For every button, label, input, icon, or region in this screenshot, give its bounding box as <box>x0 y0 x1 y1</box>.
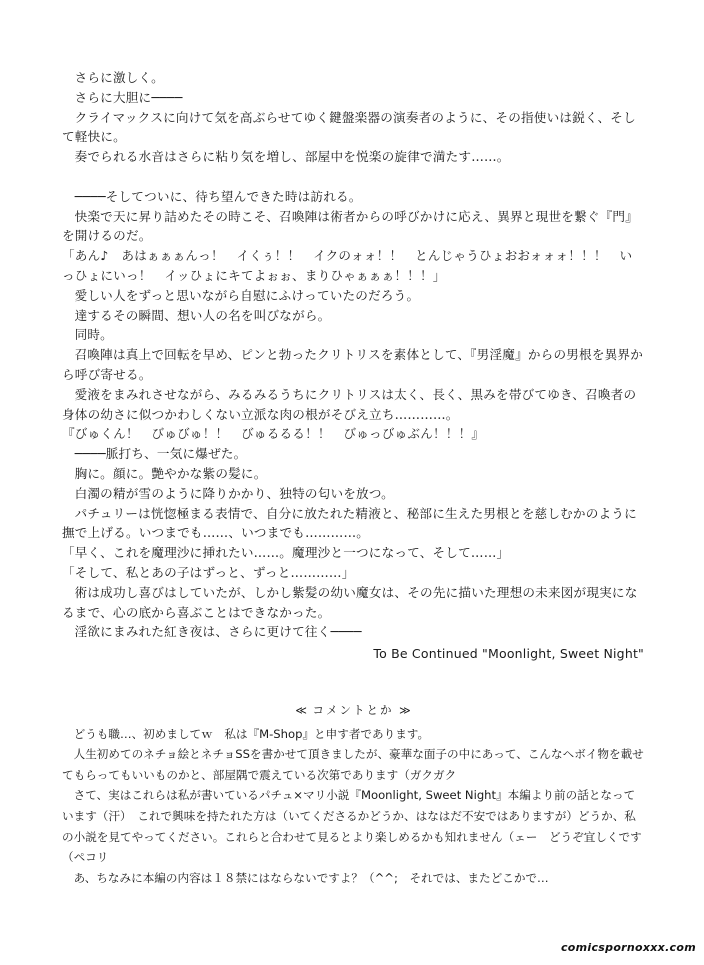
story-paragraph: 達するその瞬間、想い人の名を叫びながら。 <box>74 307 331 323</box>
story-paragraph: クライマックスに向けて気を高ぶらせてゆく鍵盤楽器の演奏者のように、その指使いは鋭く、そして軽快に。 <box>62 109 636 145</box>
ornament-right-icon: ≫ <box>399 704 411 717</box>
ornament-left-icon: ≪ <box>295 704 307 717</box>
comment-paragraph: 人生初めてのネチョ絵とネチョSSを書かせて頂きましたが、豪華な面子の中にあって、こんなヘボイ物を載せてもらってもいいものかと、部屋隅で震えている次第であります（ガクガク <box>62 747 644 782</box>
paragraph-gap <box>62 167 644 187</box>
comment-paragraph: どうも職…、初めましてｗ 私は『M-Shop』と申す者であります。 <box>73 726 430 741</box>
story-dialog: 「あん♪ あはぁぁぁんっ！ イくぅ！！ イクのォォ！！ とんじゃうひょおおォォォ！！！ いっひょにいっ！ イッひょにキてよぉぉ、まりひゃぁぁぁ！！！」 <box>62 248 633 283</box>
story-dialog: 『びゅくん！ びゅびゅ！！ びゅるるる！！ びゅっびゅぶん！！！』 <box>62 426 485 442</box>
story-paragraph: 同時。 <box>74 327 113 343</box>
comment-title: コメントとか <box>312 703 394 717</box>
story-paragraph: 奏でられる水音はさらに粘り気を増し、部屋中を悦楽の旋律で満たす……。 <box>74 149 510 165</box>
story-paragraph: 愛液をまみれさせながら、みるみるうちにクリトリスは太く、長く、黒みを帯びてゆき、召喚者の身体の幼さに似つかわしくない立派な肉の根がそびえ立ち…………。 <box>62 386 637 422</box>
author-comment <box>62 700 644 888</box>
story-paragraph: さらに激しく。 <box>74 70 164 85</box>
story-paragraph: 胸に。顔に。艶やかな紫の髪に。 <box>74 465 267 481</box>
watermark: comicspornoxxx.com <box>514 938 698 958</box>
story-paragraph: 白濁の精が雪のように降りかかり、独特の匂いを放つ。 <box>74 485 394 501</box>
story-paragraph: 召喚陣は真上で回転を早め、ピンと勃ったクリトリスを素体として、『男淫魔』からの男根を異界から呼び寄せる。 <box>62 347 644 382</box>
story-dialog: 「早く、これを魔理沙に挿れたい……。魔理沙と一つになって、そして……」 <box>62 545 510 561</box>
story-paragraph: 術は成功し喜びはしていたが、しかし紫髪の幼い魔女は、その先に描いた理想の未来図が現実になるまで、心の底から喜ぶことはできなかった。 <box>62 584 638 620</box>
story-paragraph: ────そしてついに、待ち望んできた時は訪れる。 <box>74 188 362 204</box>
story-paragraph: さらに大胆に──── <box>74 89 183 105</box>
to-be-continued: To Be Continued "Moonlight, Sweet Night" <box>373 646 644 662</box>
story-paragraph: 快楽で天に昇り詰めたその時こそ、召喚陣は術者からの呼びかけに応え、異界と現世を繋ぐ『門』を開けるのだ。 <box>62 208 639 244</box>
comment-paragraph: あ、ちなみに本編の内容は１８禁にはならないですよ？（^^; それでは、またどこかで… <box>73 870 549 885</box>
story-paragraph: ────脈打ち、一気に爆ぜた。 <box>74 446 247 462</box>
story-paragraph: パチュリーは恍惚極まる表情で、自分に放たれた精液と、秘部に生えた男根とを慈しむかのように撫で上げる。いつまでも……、いつまでも…………。 <box>62 505 637 541</box>
story-paragraph: 愛しい人をずっと思いながら自慰にふけっていたのだろう。 <box>74 287 420 303</box>
comment-header <box>62 700 644 722</box>
story-dialog: 「そして、私とあの子はずっと、ずっと…………」 <box>62 564 355 580</box>
story-paragraph: 淫欲にまみれた紅き夜は、さらに更けて往く──── <box>74 624 362 640</box>
comment-paragraph: さて、実はこれらは私が書いているパチュ×マリ小説『Moonlight, Sweet Night』本編より前の話となっています（汗） これで興味を持たれた方は（いてくださるかどうか、はなはだ不安ではありますが）どうか、私の小説を見てやってください。これらと合わせて見るとより楽しめるかも知れません（ェー どうぞ宜しくです（ペコリ <box>62 788 642 865</box>
story-text <box>62 68 644 664</box>
